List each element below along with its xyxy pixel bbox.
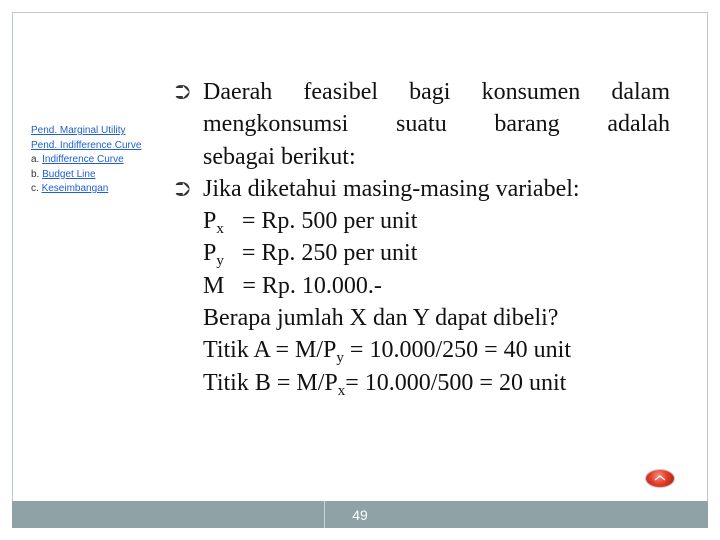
price-y-subscript: y — [216, 253, 224, 270]
nav-item-indifference-curve-approach — [31, 139, 171, 154]
income-line: M = Rp. 10.000.- — [203, 272, 382, 299]
text-line: sebagai berikut: — [203, 143, 356, 170]
nav-link-keseimbangan[interactable]: Keseimbangan — [41, 183, 109, 194]
nav-item-keseimbangan — [31, 182, 171, 197]
text-line: mengkonsumsi suatu barang adalah — [203, 111, 670, 138]
price-x-subscript: x — [216, 221, 224, 238]
text-line: Daerah feasibel bagi konsumen dalam — [203, 79, 670, 105]
price-x-line — [175, 205, 670, 237]
price-y-line — [175, 237, 670, 269]
point-a-prefix: Titik A = M/P — [203, 337, 337, 364]
bullet-body-2 — [203, 173, 670, 205]
text-line: Jika diketahui masing-masing variabel: — [203, 175, 580, 202]
nav-link-marginal-utility[interactable]: Pend. Marginal Utility — [31, 125, 126, 136]
price-y-var: P — [203, 240, 217, 267]
point-b-prefix: Titik B = M/P — [203, 369, 338, 396]
bullet-feasible-region — [175, 76, 670, 173]
price-x-value: = Rp. 500 per unit — [223, 208, 418, 235]
home-nav-button[interactable] — [646, 470, 674, 487]
side-navigation — [31, 124, 171, 197]
point-a-result: = 10.000/250 = 40 unit — [343, 337, 571, 364]
point-b-line — [175, 367, 670, 399]
point-a-subscript: y — [336, 350, 344, 367]
point-a-line — [175, 334, 670, 366]
slide-content — [175, 76, 670, 399]
footer-divider — [324, 501, 325, 528]
nav-link-indifference-curve-approach[interactable]: Pend. Indifference Curve — [31, 139, 142, 151]
price-y-value: = Rp. 250 per unit — [223, 240, 418, 267]
check-bullet-icon: ⮊ — [175, 80, 191, 104]
nav-item-budget-line — [31, 168, 171, 183]
home-nav-button-icon — [654, 474, 666, 482]
price-x-var: P — [203, 208, 217, 235]
nav-prefix-c: c. — [31, 183, 42, 194]
nav-prefix-b: b. — [31, 168, 43, 180]
page-number: 49 — [352, 507, 368, 523]
nav-item-marginal-utility — [31, 124, 171, 139]
point-b-subscript: x — [337, 382, 346, 399]
check-bullet-icon: ⮊ — [175, 176, 191, 201]
bullet-variables — [175, 173, 670, 205]
nav-link-budget-line[interactable]: Budget Line — [42, 168, 96, 180]
question-line: Berapa jumlah X dan Y dapat dibeli? — [203, 305, 559, 332]
nav-prefix-a: a. — [31, 154, 43, 165]
point-b-result: = 10.000/500 = 20 unit — [345, 369, 567, 396]
bullet-body-1 — [203, 76, 670, 173]
nav-item-indifference-curve — [31, 153, 171, 168]
nav-link-indifference-curve[interactable]: Indifference Curve — [42, 154, 124, 165]
